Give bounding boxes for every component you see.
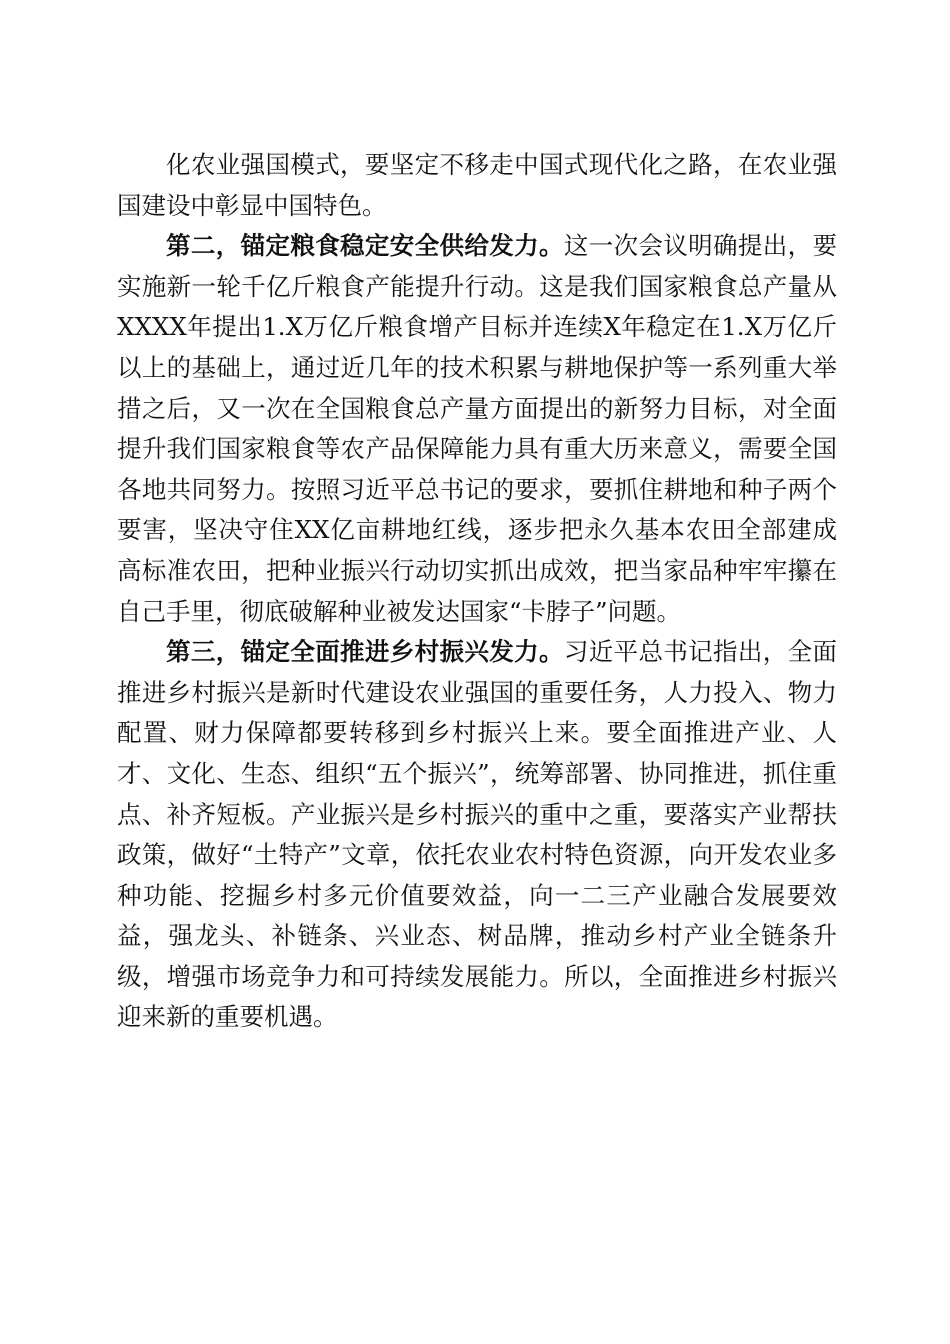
paragraph-heading: 第二，锚定粮食稳定安全供给发力。 xyxy=(166,231,564,261)
paragraph-body: 化农业强国模式，要坚定不移走中国式现代化之路，在农业强国建设中彰显中国特色。 xyxy=(117,150,837,220)
document-page xyxy=(117,145,837,1038)
paragraph-second-point xyxy=(117,226,837,632)
paragraph-body: 这一次会议明确提出，要实施新一轮千亿斤粮食产能提升行动。这是我们国家粮食总产量从XXXX年提出1.X万亿斤粮食增产目标并连续X年稳定在1.X万亿斤以上的基础上，通过近几年的技术积累与耕地保护等一系列重大举措之后，又一次在全国粮食总产量方面提出的新努力目标，对全面提升我们国家粮食等农产品保障能力具有重大历来意义，需要全国各地共同努力。按照习近平总书记的要求，要抓住耕地和种子两个要害，坚决守住XX亿亩耕地红线，逐步把永久基本农田全部建成高标准农田，把种业振兴行动切实抓出成效，把当家品种牢牢攥在自己手里，彻底破解种业被发达国家“卡脖子”问题。 xyxy=(117,231,838,626)
paragraph-continuation xyxy=(117,145,837,226)
paragraph-heading: 第三，锚定全面推进乡村振兴发力。 xyxy=(166,637,564,667)
paragraph-body: 习近平总书记指出，全面推进乡村振兴是新时代建设农业强国的重要任务，人力投入、物力配置、财力保障都要转移到乡村振兴上来。要全面推进产业、人才、文化、生态、组织“五个振兴”，统筹部署、协同推进，抓住重点、补齐短板。产业振兴是乡村振兴的重中之重，要落实产业帮扶政策，做好“土特产”文章，依托农业农村特色资源，向开发农业多种功能、挖掘乡村多元价值要效益，向一二三产业融合发展要效益，强龙头、补链条、兴业态、树品牌，推动乡村产业全链条升级，增强市场竞争力和可持续发展能力。所以，全面推进乡村振兴迎来新的重要机遇。 xyxy=(117,637,838,1032)
paragraph-third-point xyxy=(117,632,837,1038)
